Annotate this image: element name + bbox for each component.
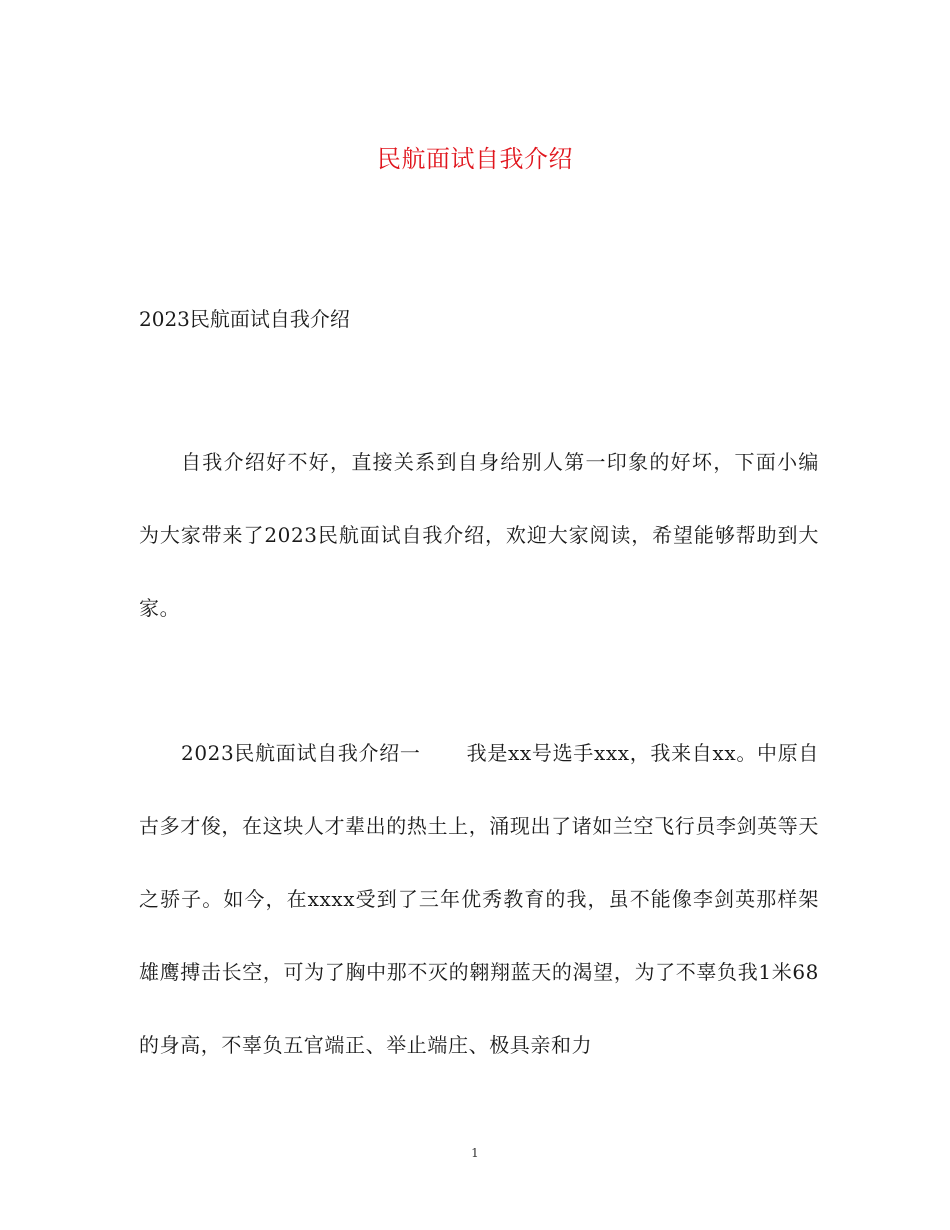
section-text: 我是xx号选手xxx，我来自xx。中原自古多才俊，在这块人才辈出的热土上，涌现出了诸如兰空飞行员李剑英等天之骄子。如今，在xxxx受到了三年优秀教育的我，虽不能像李剑英那样架雄鹰搏击长空，可为了胸中那不灭的翱翔蓝天的渴望，为了不辜负我1米68的身高，不辜负五官端正、举止端庄、极具亲和力 [139, 741, 819, 1057]
intro-paragraph: 自我介绍好不好，直接关系到自身给别人第一印象的好坏，下面小编为大家带来了2023民航面试自我介绍，欢迎大家阅读，希望能够帮助到大家。 [139, 450, 819, 620]
section-paragraph [139, 717, 819, 1082]
section-heading: 2023民航面试自我介绍一 [181, 741, 421, 765]
document-subtitle: 2023民航面试自我介绍 [139, 307, 350, 331]
page-number: 1 [471, 1146, 479, 1160]
document-title: 民航面试自我介绍 [377, 145, 573, 173]
